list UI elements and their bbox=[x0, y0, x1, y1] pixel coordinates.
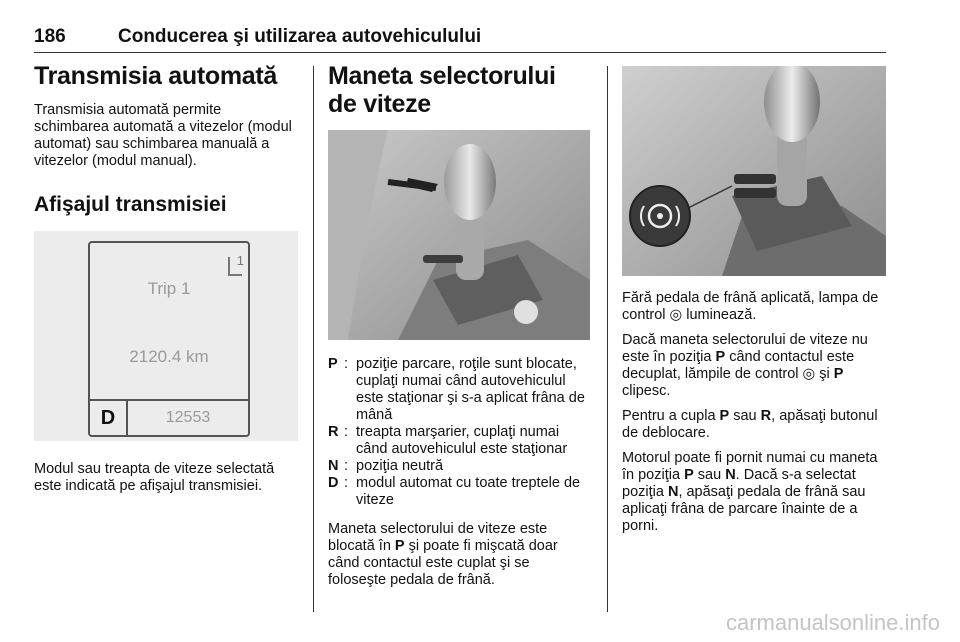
bold-run: P bbox=[394, 538, 405, 554]
lever-lock-paragraph bbox=[328, 521, 590, 589]
text-run: Dacă maneta selectorului de viteze nu este în poziţia bbox=[622, 332, 868, 365]
text-run: şi poate fi mişcată doar când contactul este cuplat şi se foloseşte pedala de frână. bbox=[328, 538, 558, 588]
gear-description: poziţie parcare, roţile sunt blocate, cuplaţi numai când autovehiculul este staţionar şi s-a aplicat frâna de mână bbox=[356, 356, 585, 423]
gear-separator: : bbox=[344, 356, 349, 372]
trip-label: Trip 1 bbox=[147, 279, 191, 298]
column-divider-right bbox=[607, 66, 608, 612]
page-indicator-number: 1 bbox=[236, 253, 244, 268]
text-run: sau bbox=[693, 467, 726, 483]
gear-separator: : bbox=[344, 458, 349, 474]
gear-description: poziţia neutră bbox=[356, 458, 444, 474]
chapter-title: Conducerea şi utilizarea autovehiculului bbox=[118, 26, 482, 47]
selector-lever-photo bbox=[328, 130, 590, 340]
page-header bbox=[34, 20, 886, 53]
gear-indicator: D bbox=[90, 401, 128, 435]
column-selector-lever bbox=[328, 62, 590, 597]
gear-key: P bbox=[328, 356, 338, 372]
gear-separator: : bbox=[344, 424, 349, 440]
text-run: clipesc. bbox=[622, 383, 671, 399]
text-run: sau bbox=[729, 408, 761, 424]
text-run: Maneta selectorului de viteze este blocată în bbox=[328, 521, 548, 554]
gear-position-n bbox=[328, 458, 590, 475]
bold-run: N bbox=[667, 484, 679, 500]
gear-separator: : bbox=[344, 475, 349, 491]
bold-run: N bbox=[725, 467, 736, 483]
column-lever-notes bbox=[622, 62, 888, 543]
section-title-selector-lever: Maneta selectorului de viteze bbox=[328, 62, 556, 118]
text-run: , apăsaţi pedala de frână sau aplicaţi frâna de parcare înainte de a porni. bbox=[622, 484, 866, 534]
parking-brake-drawing bbox=[622, 66, 886, 276]
gear-position-r bbox=[328, 424, 590, 458]
page-indicator-icon bbox=[228, 253, 244, 276]
bold-run: P bbox=[684, 467, 694, 483]
gear-description: treapta marşarier, cuplaţi numai când autovehiculul este staţionar bbox=[356, 424, 568, 457]
display-frame bbox=[88, 241, 250, 437]
text-run: Motorul poate fi pornit numai cu maneta în poziţia bbox=[622, 450, 878, 483]
bold-run: P bbox=[715, 349, 726, 365]
subsection-title-transmission-display: Afişajul transmisiei bbox=[34, 193, 227, 216]
lamps-flash-paragraph bbox=[622, 332, 888, 400]
gear-position-p bbox=[328, 356, 590, 424]
trip-value: 2120.4 km bbox=[129, 347, 209, 366]
section-title-automatic-transmission: Transmisia automată bbox=[34, 62, 278, 90]
parking-brake-photo bbox=[622, 66, 886, 276]
text-run: Pentru a cupla bbox=[622, 408, 720, 424]
column-divider-left bbox=[313, 66, 314, 612]
intro-paragraph: Transmisia automată permite schimbarea automată a vitezelor (modul automat) sau schimbarea manuală a vitezelor (modul manual). bbox=[34, 102, 292, 169]
release-button-paragraph bbox=[622, 408, 888, 442]
page-number: 186 bbox=[34, 26, 66, 47]
display-status-bar bbox=[90, 399, 248, 435]
bold-run: P bbox=[719, 408, 730, 424]
odometer-value: 12553 bbox=[165, 409, 211, 426]
selector-lever-drawing bbox=[328, 130, 590, 340]
gear-key: R bbox=[328, 424, 339, 440]
gear-key: N bbox=[328, 458, 339, 474]
engine-start-paragraph bbox=[622, 450, 888, 535]
column-transmission bbox=[34, 62, 300, 503]
bold-run: P bbox=[833, 366, 844, 382]
control-lamp-paragraph: Fără pedala de frână aplicată, lampa de control ◎ luminează. bbox=[622, 290, 879, 323]
bold-run: R bbox=[760, 408, 772, 424]
gear-position-list bbox=[328, 356, 590, 509]
gear-position-d bbox=[328, 475, 590, 509]
text-run: , apăsaţi butonul de deblocare. bbox=[622, 408, 878, 441]
transmission-display-illustration bbox=[34, 231, 298, 441]
gear-key: D bbox=[328, 475, 339, 491]
text-run: . Dacă s-a selectat poziţia bbox=[622, 467, 856, 500]
text-run: când contactul este decuplat, lămpile de control ◎ şi bbox=[622, 349, 855, 382]
watermark: carmanualsonline.info bbox=[725, 610, 940, 635]
gear-description: modul automat cu toate treptele de viteze bbox=[356, 475, 581, 508]
display-caption: Modul sau treapta de viteze selectată este indicată pe afişajul transmisiei. bbox=[34, 461, 275, 494]
